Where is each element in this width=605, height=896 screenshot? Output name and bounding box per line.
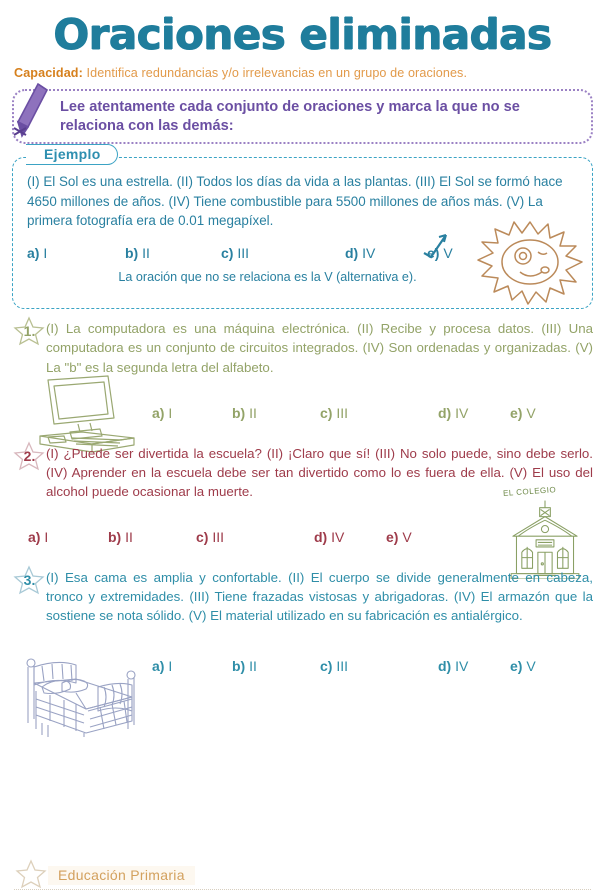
- q1-option-b[interactable]: [232, 405, 320, 421]
- option-letter: c): [320, 404, 333, 421]
- q1-option-e[interactable]: [510, 405, 536, 421]
- star-badge: [12, 565, 46, 595]
- option-value: II: [249, 657, 257, 674]
- option-value: II: [249, 404, 257, 421]
- option-letter: a): [27, 244, 40, 261]
- star-badge: [12, 441, 46, 471]
- option-letter: c): [196, 529, 209, 546]
- option-letter: c): [320, 657, 333, 674]
- q3-option-c[interactable]: [320, 658, 438, 674]
- example-tab-label: Ejemplo: [26, 144, 118, 165]
- option-value: V: [526, 404, 536, 421]
- question-3-head: [12, 567, 593, 625]
- q3-option-b[interactable]: [232, 658, 320, 674]
- page-title: Oraciones eliminadas: [53, 10, 552, 59]
- option-letter: a): [152, 657, 165, 674]
- question-number: 2.: [23, 447, 36, 464]
- instruction-block: [12, 89, 593, 144]
- page-footer: [0, 858, 605, 892]
- footer-divider: [14, 889, 591, 890]
- q2-option-c[interactable]: [196, 529, 314, 545]
- option-value: V: [526, 657, 536, 674]
- option-letter: d): [345, 244, 359, 261]
- question-1-text: (I) La computadora es una máquina electrónica. (II) Recibe y procesa datos. (III) Una computadora es un conjunto de circuitos integrados. (IV) Son ordenadas y organizadas. (V) La "b" es la segunda letra del alfabeto.: [46, 321, 593, 375]
- option-value: II: [125, 529, 133, 546]
- option-value: I: [44, 529, 49, 546]
- option-value: III: [336, 657, 349, 674]
- option-value: IV: [455, 657, 469, 674]
- star-badge: [12, 316, 46, 346]
- question-3: [12, 567, 593, 673]
- question-1-head: [12, 318, 593, 376]
- example-option-a[interactable]: [27, 245, 125, 261]
- question-number: 3.: [23, 572, 36, 589]
- example-options-row: [27, 245, 578, 261]
- bed-icon: [16, 653, 148, 737]
- q2-option-e[interactable]: [386, 529, 412, 545]
- option-letter: e): [510, 404, 523, 421]
- option-value: III: [336, 404, 349, 421]
- q1-option-d[interactable]: [438, 405, 510, 421]
- q1-option-c[interactable]: [320, 405, 438, 421]
- option-letter: d): [438, 657, 452, 674]
- option-value: I: [168, 404, 173, 421]
- q2-option-b[interactable]: [108, 529, 196, 545]
- capacidad-text: Identifica redundancias y/o irrelevancias en un grupo de oraciones.: [86, 66, 468, 80]
- option-letter: d): [314, 529, 328, 546]
- example-box: [12, 157, 593, 309]
- q3-option-d[interactable]: [438, 658, 510, 674]
- option-value: V: [443, 244, 453, 261]
- question-2-options: [28, 529, 593, 545]
- option-letter: e): [510, 657, 523, 674]
- example-answer-text: La oración que no se relaciona es la V (alternativa e).: [118, 269, 417, 284]
- school-label: EL COLEGIO: [502, 484, 557, 498]
- question-3-options: [152, 658, 593, 674]
- option-letter: e): [427, 244, 440, 261]
- q3-option-e[interactable]: [510, 658, 536, 674]
- instruction-text: Lee atentamente cada conjunto de oraciones y marca la que no se relaciona con las demás:: [12, 89, 593, 144]
- option-letter: b): [125, 244, 139, 261]
- option-letter: c): [221, 244, 234, 261]
- option-letter: b): [232, 404, 246, 421]
- question-number: 1.: [23, 323, 36, 340]
- option-value: IV: [331, 529, 345, 546]
- capacidad-line: [14, 66, 605, 80]
- footer-label: Educación Primaria: [48, 866, 195, 885]
- question-3-text: (I) Esa cama es amplia y confortable. (II) El cuerpo se divide generalmente en cabeza, tronco y extremidades. (III) Tiene frazadas vistosas y abrigadoras. (IV) El armazón que la sostiene se nota sólido. (V) El material utilizado en su fabricación es antialérgico.: [46, 570, 593, 624]
- option-letter: a): [28, 529, 41, 546]
- star-icon: [14, 859, 48, 889]
- option-letter: a): [152, 404, 165, 421]
- question-1-options: [152, 405, 593, 421]
- question-2-head: [12, 443, 593, 501]
- option-letter: d): [438, 404, 452, 421]
- option-value: I: [168, 657, 173, 674]
- q1-option-a[interactable]: [152, 405, 232, 421]
- option-value: V: [402, 529, 412, 546]
- option-value: IV: [455, 404, 469, 421]
- example-option-b[interactable]: [125, 245, 221, 261]
- example-option-c[interactable]: [221, 245, 345, 261]
- option-value: IV: [362, 244, 376, 261]
- example-block: [12, 146, 593, 309]
- option-value: III: [212, 529, 225, 546]
- capacidad-label: Capacidad:: [14, 66, 83, 80]
- option-letter: b): [232, 657, 246, 674]
- option-letter: b): [108, 529, 122, 546]
- example-option-d[interactable]: [345, 245, 427, 261]
- option-value: I: [43, 244, 48, 261]
- option-value: III: [237, 244, 250, 261]
- sun-icon: [474, 218, 586, 306]
- q3-option-a[interactable]: [152, 658, 232, 674]
- question-2: [12, 443, 593, 545]
- example-text: (I) El Sol es una estrella. (II) Todos los días da vida a las plantas. (III) El Sol se formó hace 4650 millones de años. (IV) Tiene combustible para 5500 millones de años más. (V) La primera fotografía era de 0.01 megapíxel.: [27, 174, 563, 229]
- q2-option-d[interactable]: [314, 529, 386, 545]
- question-1: [12, 318, 593, 420]
- option-value: II: [142, 244, 150, 261]
- example-option-e[interactable]: [427, 245, 453, 261]
- option-letter: e): [386, 529, 399, 546]
- question-2-text: (I) ¿Puede ser divertida la escuela? (II) ¡Claro que sí! (III) No solo puede, sino debe serlo. (IV) Aprender en la escuela debe ser tan divertido como lo es fuera de ella. (V) El uso del alcohol puede ocasionar la muerte.: [46, 445, 593, 500]
- q2-option-a[interactable]: [28, 529, 108, 545]
